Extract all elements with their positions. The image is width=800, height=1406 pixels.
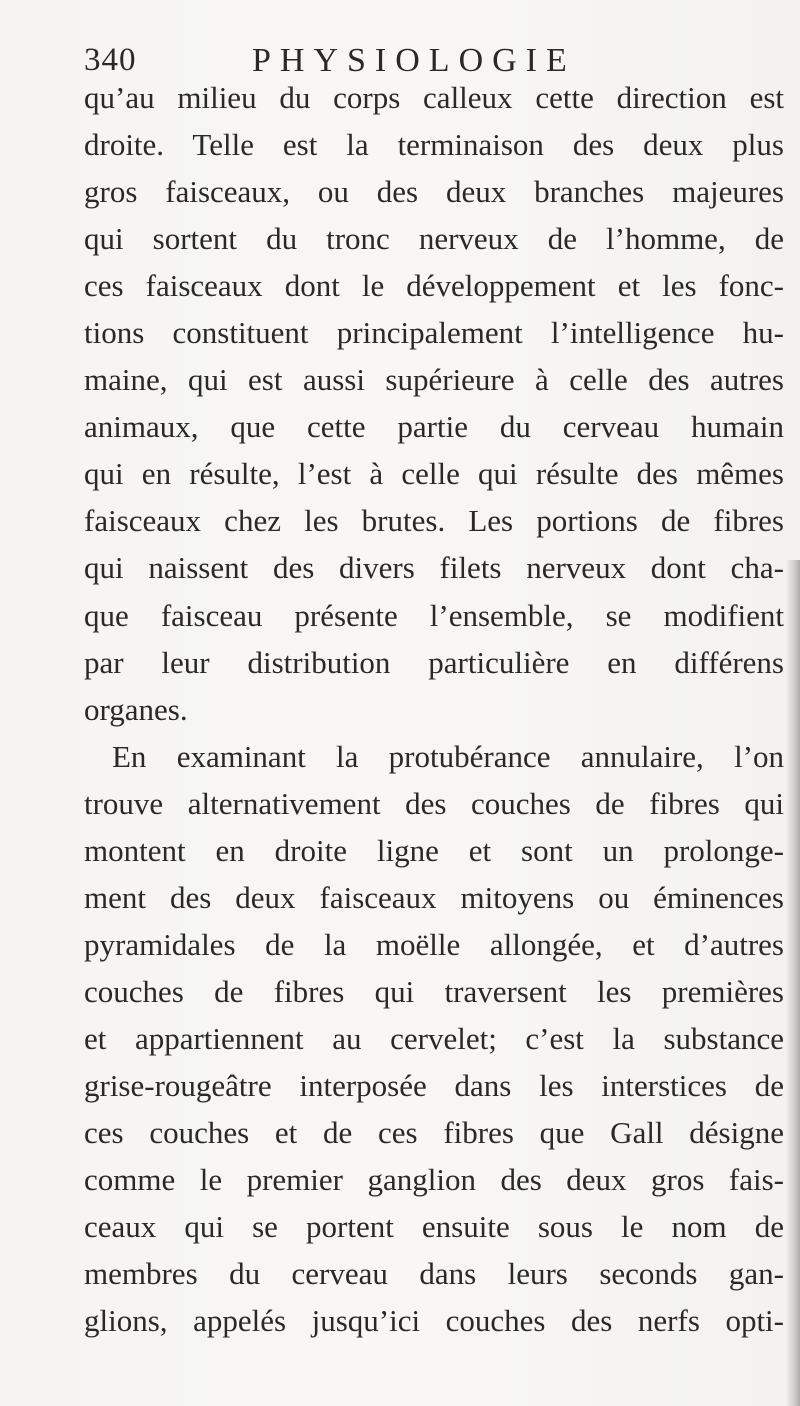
text-line: comme le premier ganglion des deux gros fais- [84, 1162, 784, 1198]
text-line: animaux, que cette partie du cerveau humain [84, 409, 784, 445]
text-line: faisceaux chez les brutes. Les portions de fibres [84, 503, 784, 539]
text-line: ment des deux faisceaux mitoyens ou éminences [84, 879, 784, 915]
text-line: glions, appelés jusqu’ici couches des nerfs opti- [84, 1303, 784, 1339]
text-line: membres du cerveau dans leurs seconds gan- [84, 1256, 784, 1292]
text-line: droite. Telle est la terminaison des deux plus [84, 127, 784, 163]
text-line: couches de fibres qui traversent les premières [84, 973, 784, 1009]
text-line: gros faisceaux, ou des deux branches majeures [84, 174, 784, 210]
text-line: qui naissent des divers filets nerveux dont cha- [84, 550, 784, 586]
text-line: ces faisceaux dont le développement et les fonc- [84, 268, 784, 304]
paragraph-end-line: organes. [84, 691, 188, 727]
text-line: par leur distribution particulière en différens [84, 644, 784, 680]
text-line: maine, qui est aussi supérieure à celle des autres [84, 362, 784, 398]
text-line: ceaux qui se portent ensuite sous le nom de [84, 1209, 784, 1245]
text-line: que faisceau présente l’ensemble, se modifient [84, 597, 784, 633]
page-number: 340 [84, 42, 137, 78]
running-head: PHYSIOLOGIE [252, 42, 576, 79]
paragraph-start-line: En examinant la protubérance annulaire, l’on [112, 738, 784, 774]
text-line: grise-rougeâtre interposée dans les interstices de [84, 1067, 784, 1103]
text-line: pyramidales de la moëlle allongée, et d’autres [84, 926, 784, 962]
text-body [84, 74, 784, 1344]
text-line: tions constituent principalement l’intelligence hu- [84, 315, 784, 351]
page-edge-shadow [786, 560, 800, 1406]
text-line: ces couches et de ces fibres que Gall désigne [84, 1115, 784, 1151]
text-line: trouve alternativement des couches de fibres qui [84, 785, 784, 821]
text-line: montent en droite ligne et sont un prolonge- [84, 832, 784, 868]
text-line: qu’au milieu du corps calleux cette direction est [84, 80, 784, 115]
text-line: et appartiennent au cervelet; c’est la substance [84, 1020, 784, 1056]
text-line: qui en résulte, l’est à celle qui résulte des mêmes [84, 456, 784, 492]
text-line: qui sortent du tronc nerveux de l’homme, de [84, 221, 784, 257]
